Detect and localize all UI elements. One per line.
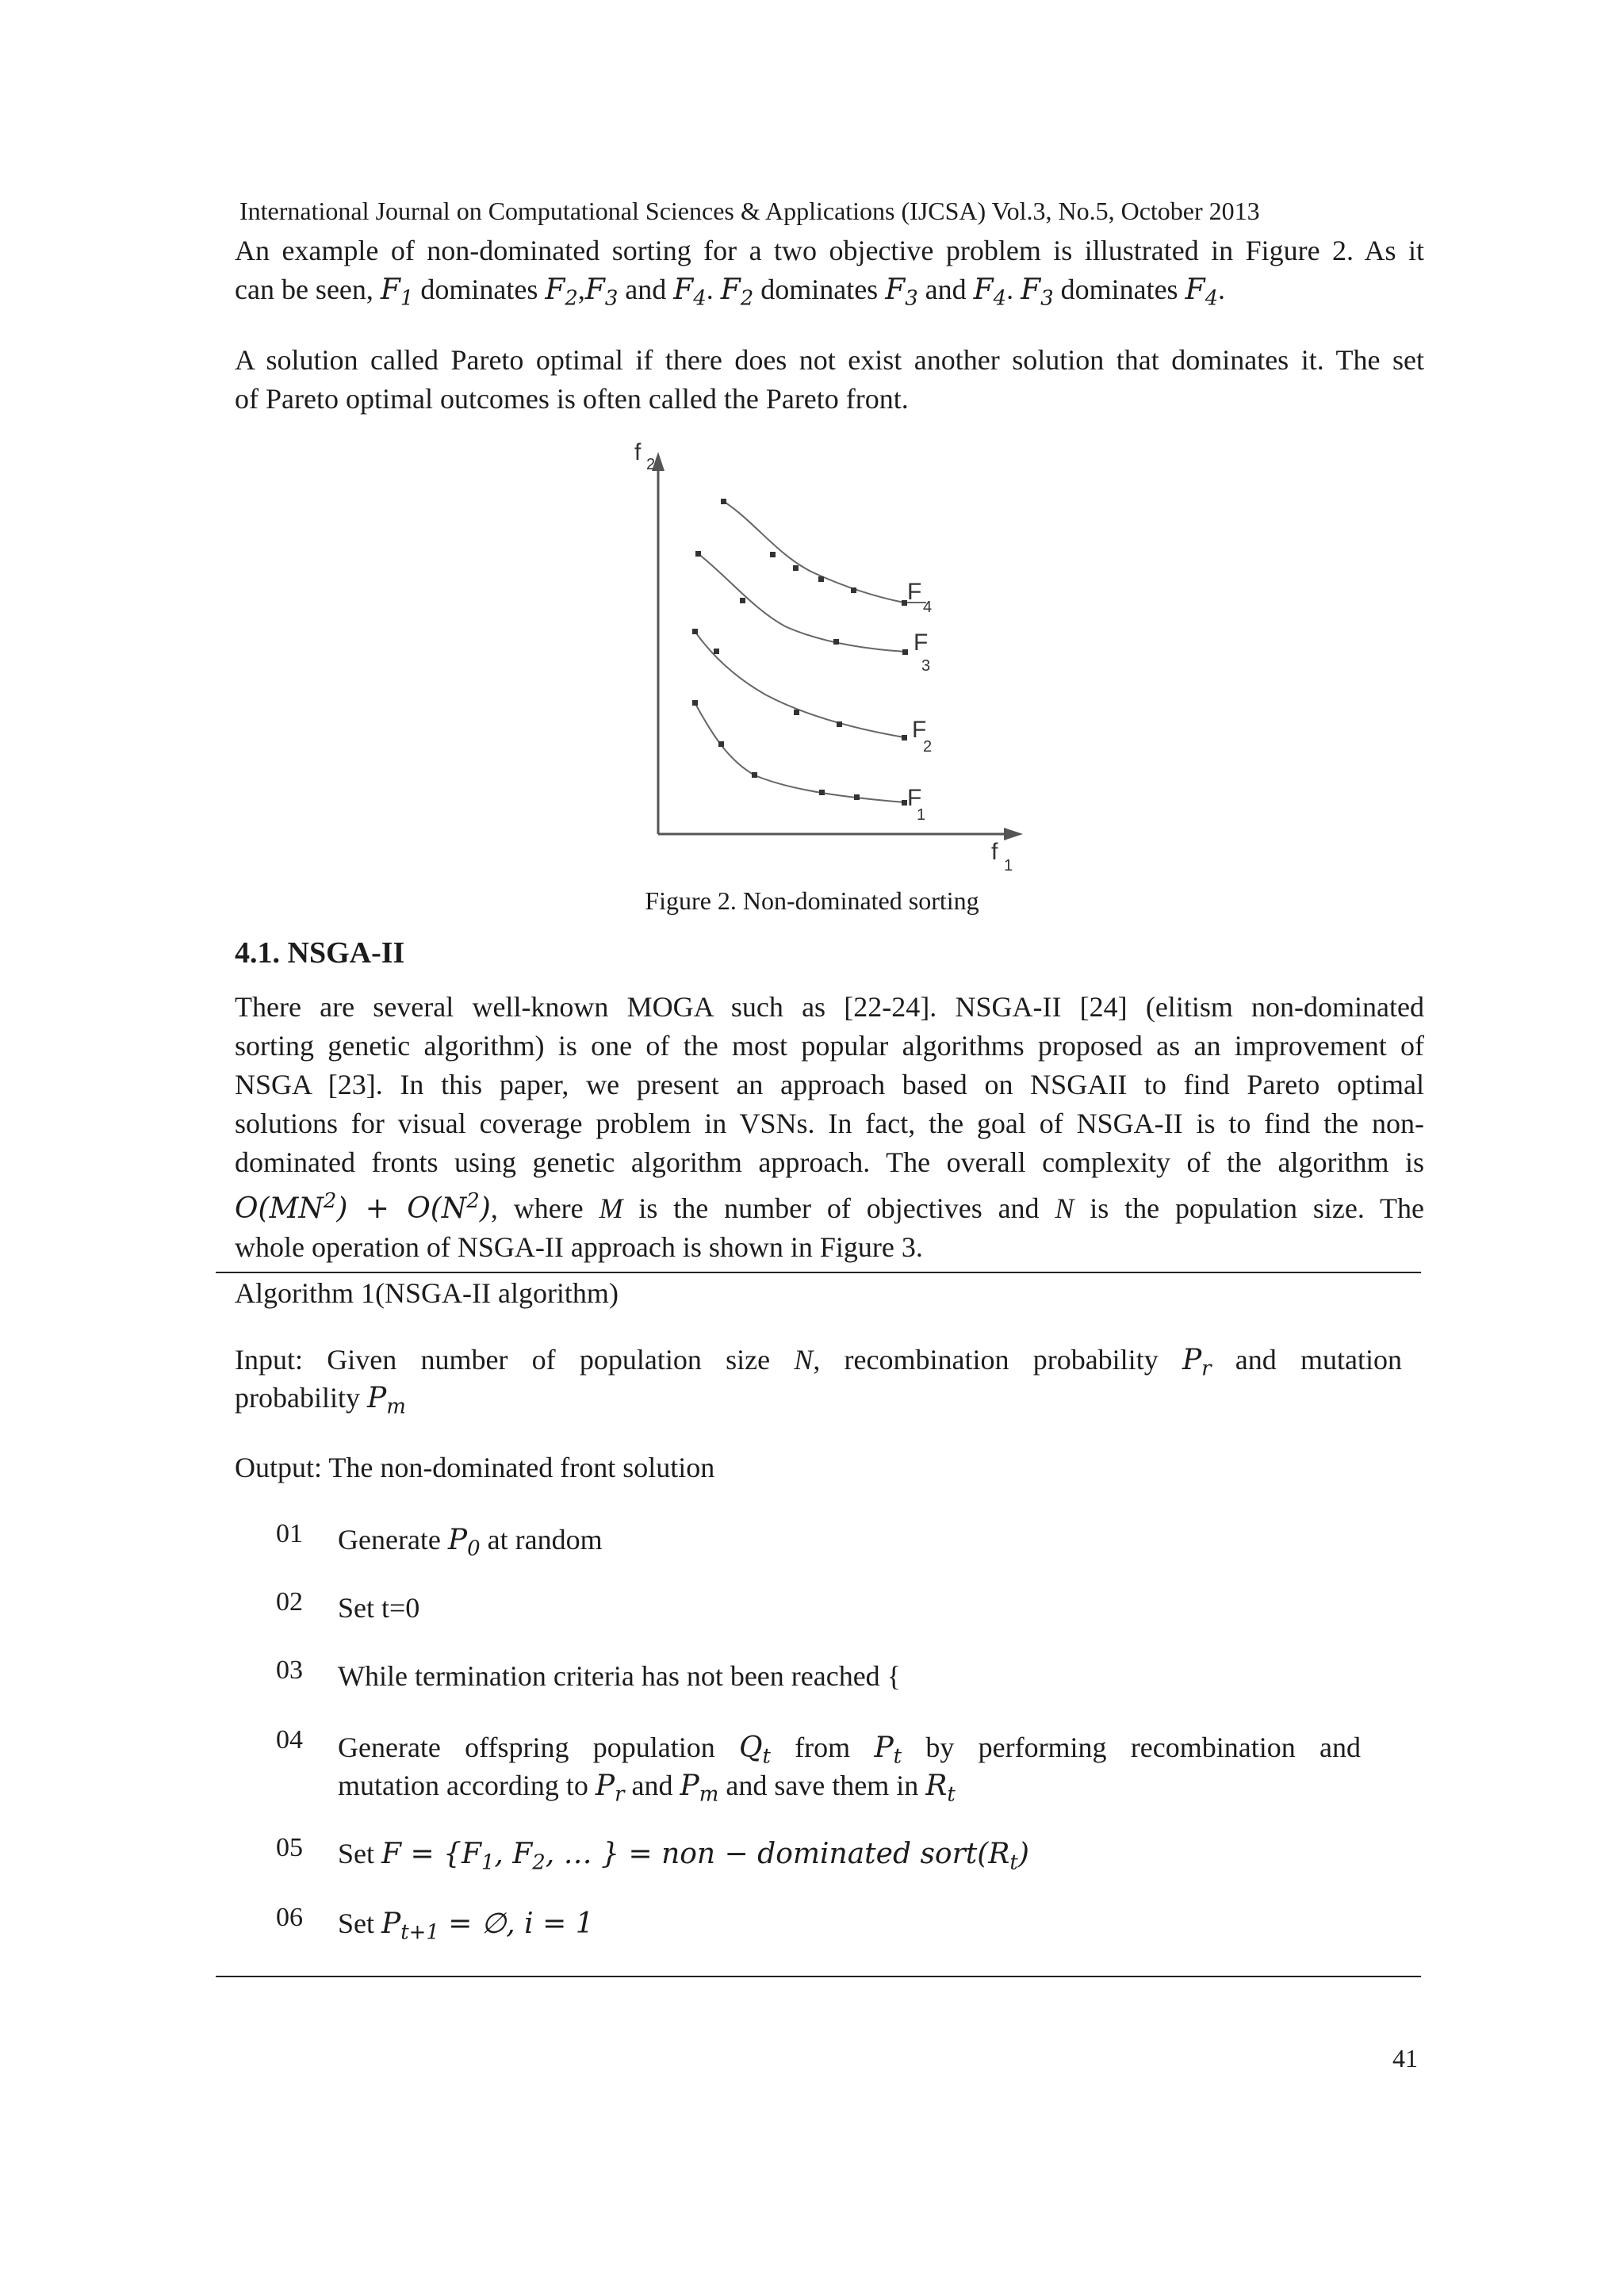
text-line: $O(MN^2) + O(N^2)$, where M is the number of objectives and N is the population size. The [235, 1189, 1425, 1225]
math-symbol: F [973, 274, 994, 306]
front-point [721, 499, 726, 504]
step-text: Set $F = \{F_1$, $F_2$, … } = non − dominated $sort(R_t)$ [338, 1838, 1029, 1875]
paragraph-nsga-ii [235, 988, 1424, 1267]
y-axis-label: f [634, 439, 642, 465]
front-curve-f2 [695, 631, 904, 737]
front-point [692, 700, 698, 706]
front-label-f3: F [914, 629, 929, 656]
front-point [833, 639, 839, 645]
step-number: 05 [276, 1833, 303, 1862]
paragraph-pareto-definition [235, 341, 1424, 419]
front-label-f3-sub: 3 [921, 657, 931, 675]
math-symbol: F [885, 274, 906, 306]
text-line: of Pareto optimal outcomes is often called the Pareto front. [235, 383, 909, 415]
algorithm-top-rule [216, 1272, 1421, 1273]
front-point [695, 551, 701, 557]
front-point [902, 649, 908, 655]
step-text: Set $P_{t+1}$ = ∅, i = 1 [338, 1908, 594, 1945]
front-label-f4: F [907, 579, 922, 605]
front-point [770, 552, 776, 557]
front-point [793, 565, 799, 571]
step-number: 01 [276, 1519, 303, 1548]
step-number: 04 [276, 1725, 303, 1755]
front-curve-f4 [723, 501, 926, 603]
front-curve-f1 [695, 702, 904, 802]
front-point [851, 587, 856, 593]
step-text: Set t=0 [338, 1592, 420, 1624]
front-point [740, 598, 745, 603]
step-number: 03 [276, 1655, 303, 1685]
text-line: There are several well-known MOGA such as [22-24]. NSGA-II [24] (elitism non-dominated [235, 991, 1424, 1023]
front-point [692, 629, 698, 634]
algorithm-input-cont: probability $P_m$ [235, 1382, 406, 1419]
math-symbol: F [673, 274, 694, 306]
math-symbol: F [545, 274, 565, 306]
front-label-f2: F [912, 717, 927, 743]
front-point [902, 800, 907, 806]
paragraph-dominance-example [235, 232, 1424, 318]
front-curve-f3 [698, 553, 906, 652]
math-symbol: F [584, 274, 605, 306]
step-text: Generate offspring population $Q_t$ from $P_t$ by performing recombination and [338, 1732, 1361, 1769]
x-axis-arrow-icon [1004, 828, 1023, 840]
text-line: can be seen, $F_1$ dominates $F_2,F_3$ and $F_4$. $F_2$ dominates $F_3$ and $F_4$. $F_3$ dominates $F_4$. [235, 274, 1226, 311]
front-point [818, 576, 824, 582]
x-axis-label-sub: 1 [1004, 857, 1013, 874]
algorithm-bottom-rule [216, 1976, 1421, 1977]
math-symbol: F [720, 274, 741, 306]
text-line: whole operation of NSGA-II approach is shown in Figure 3. [235, 1230, 923, 1263]
front-point [752, 772, 757, 778]
math-symbol: F [1021, 274, 1041, 306]
text-line: An example of non-dominated sorting for a two objective problem is illustrated in Figure 2. As it [235, 235, 1424, 266]
step-text-cont: mutation according to $P_r$ and $P_m$ and save them in $R_t$ [338, 1770, 956, 1807]
step-number: 06 [276, 1903, 303, 1932]
front-point [718, 741, 724, 747]
algorithm-output: Output: The non-dominated front solution [235, 1452, 715, 1483]
front-point [819, 790, 825, 795]
section-heading: 4.1. NSGA-II [235, 936, 405, 970]
front-point [854, 794, 860, 800]
front-point [902, 600, 907, 606]
math-symbol: F [1185, 274, 1205, 306]
algorithm-input: Input: Given number of population size N, recombination probability $P_r$ and mutation [235, 1344, 1402, 1381]
text-line: dominated fronts using genetic algorithm approach. The overall complexity of the algorithm is [235, 1146, 1424, 1178]
math-symbol: F [380, 274, 400, 306]
front-point [714, 649, 719, 654]
y-axis-label-sub: 2 [646, 456, 656, 473]
figure-caption: Figure 2. Non-dominated sorting [645, 886, 979, 915]
front-point [902, 735, 907, 740]
journal-header: International Journal on Computational Sciences & Applications (IJCSA) Vol.3, No.5, October 2013 [239, 197, 1260, 225]
front-point [794, 710, 799, 715]
step-text: While termination criteria has not been reached { [338, 1660, 901, 1692]
page-number: 41 [1392, 2044, 1418, 2072]
text-line: A solution called Pareto optimal if there does not exist another solution that dominates it. The set [235, 344, 1424, 376]
complexity-formula: O(MN [235, 1192, 324, 1225]
x-axis-label: f [991, 839, 998, 865]
step-text: Generate $P_0$ at random [338, 1524, 603, 1561]
text-line: solutions for visual coverage problem in VSNs. In fact, the goal of NSGA-II is to find the non- [235, 1108, 1424, 1139]
algorithm-title: Algorithm 1(NSGA-II algorithm) [235, 1277, 619, 1309]
front-label-f1-sub: 1 [917, 806, 926, 824]
figure-non-dominated-sorting [603, 436, 1047, 880]
text-line: sorting genetic algorithm) is one of the most popular algorithms proposed as an improvement of [235, 1030, 1424, 1062]
step-number: 02 [276, 1587, 303, 1617]
front-point [837, 721, 842, 727]
front-label-f4-sub: 4 [923, 599, 933, 616]
front-label-f1: F [907, 785, 922, 811]
text-line: NSGA [23]. In this paper, we present an approach based on NSGAII to find Pareto optimal [235, 1069, 1424, 1100]
front-label-f2-sub: 2 [923, 738, 933, 756]
